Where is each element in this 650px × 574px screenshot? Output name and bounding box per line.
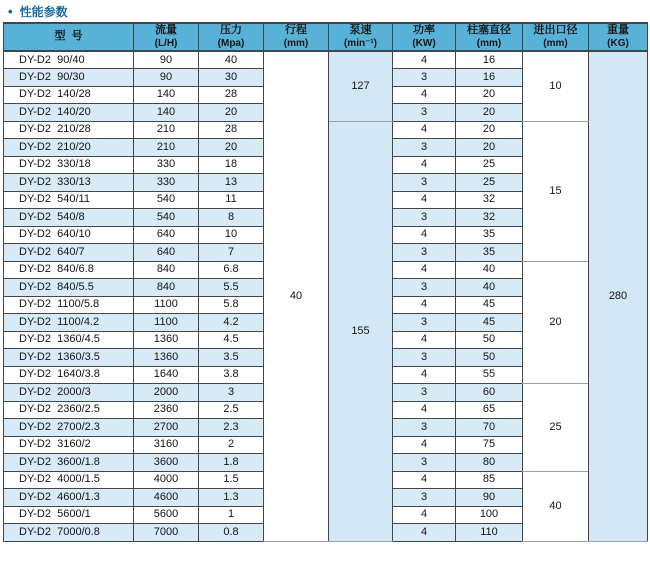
cell-speed: 127	[329, 51, 393, 121]
cell-plunger: 25	[456, 174, 523, 192]
cell-power: 4	[393, 86, 456, 104]
cell-plunger: 50	[456, 331, 523, 349]
column-header-power: 功率 (KW)	[393, 23, 456, 51]
column-header-stroke: 行程 (mm)	[264, 23, 329, 51]
cell-flow: 4000	[134, 471, 199, 489]
cell-pressure: 10	[199, 226, 264, 244]
cell-weight: 280	[589, 51, 648, 541]
cell-flow: 1100	[134, 314, 199, 332]
cell-flow: 330	[134, 174, 199, 192]
cell-model: DY-D2 90/30	[4, 69, 134, 87]
cell-model: DY-D2 1100/4.2	[4, 314, 134, 332]
table-row	[4, 51, 648, 69]
cell-power: 4	[393, 296, 456, 314]
cell-plunger: 85	[456, 471, 523, 489]
cell-flow: 2360	[134, 401, 199, 419]
cell-power: 3	[393, 454, 456, 472]
cell-plunger: 20	[456, 86, 523, 104]
cell-flow: 4600	[134, 489, 199, 507]
cell-power: 4	[393, 366, 456, 384]
cell-model: DY-D2 330/18	[4, 156, 134, 174]
cell-inlet: 20	[523, 261, 589, 384]
cell-flow: 90	[134, 51, 199, 69]
cell-inlet: 25	[523, 384, 589, 472]
cell-pressure: 0.8	[199, 524, 264, 542]
cell-pressure: 2.5	[199, 401, 264, 419]
cell-plunger: 20	[456, 121, 523, 139]
cell-flow: 540	[134, 191, 199, 209]
cell-pressure: 20	[199, 104, 264, 122]
cell-model: DY-D2 140/20	[4, 104, 134, 122]
cell-plunger: 32	[456, 191, 523, 209]
section-title-text: 性能参数	[19, 5, 68, 19]
cell-flow: 3600	[134, 454, 199, 472]
cell-power: 3	[393, 419, 456, 437]
cell-model: DY-D2 540/11	[4, 191, 134, 209]
cell-model: DY-D2 540/8	[4, 209, 134, 227]
cell-inlet: 10	[523, 51, 589, 121]
cell-model: DY-D2 640/10	[4, 226, 134, 244]
cell-plunger: 90	[456, 489, 523, 507]
cell-power: 3	[393, 489, 456, 507]
cell-pressure: 1.3	[199, 489, 264, 507]
cell-plunger: 20	[456, 104, 523, 122]
cell-model: DY-D2 4000/1.5	[4, 471, 134, 489]
cell-pressure: 1.5	[199, 471, 264, 489]
cell-pressure: 6.8	[199, 261, 264, 279]
cell-power: 4	[393, 191, 456, 209]
cell-power: 3	[393, 279, 456, 297]
cell-power: 4	[393, 156, 456, 174]
cell-model: DY-D2 140/28	[4, 86, 134, 104]
cell-flow: 7000	[134, 524, 199, 542]
cell-model: DY-D2 2700/2.3	[4, 419, 134, 437]
cell-power: 3	[393, 384, 456, 402]
cell-pressure: 3	[199, 384, 264, 402]
column-header-weight: 重量 (KG)	[589, 23, 648, 51]
cell-pressure: 1	[199, 506, 264, 524]
cell-flow: 1640	[134, 366, 199, 384]
cell-power: 4	[393, 121, 456, 139]
column-header-inlet: 进出口径 (mm)	[523, 23, 589, 51]
cell-flow: 1100	[134, 296, 199, 314]
spec-table-body	[4, 51, 648, 541]
cell-plunger: 50	[456, 349, 523, 367]
cell-model: DY-D2 330/13	[4, 174, 134, 192]
cell-flow: 840	[134, 261, 199, 279]
cell-flow: 540	[134, 209, 199, 227]
cell-plunger: 40	[456, 261, 523, 279]
cell-plunger: 110	[456, 524, 523, 542]
cell-flow: 140	[134, 104, 199, 122]
cell-flow: 210	[134, 139, 199, 157]
bullet-icon: •	[8, 4, 13, 19]
cell-pressure: 20	[199, 139, 264, 157]
cell-model: DY-D2 640/7	[4, 244, 134, 262]
cell-power: 3	[393, 174, 456, 192]
cell-flow: 640	[134, 244, 199, 262]
cell-model: DY-D2 840/5.5	[4, 279, 134, 297]
cell-flow: 640	[134, 226, 199, 244]
cell-model: DY-D2 1640/3.8	[4, 366, 134, 384]
cell-plunger: 35	[456, 226, 523, 244]
cell-power: 4	[393, 524, 456, 542]
cell-pressure: 5.5	[199, 279, 264, 297]
column-header-speed: 泵速 (min⁻¹)	[329, 23, 393, 51]
cell-flow: 2000	[134, 384, 199, 402]
section-title	[8, 3, 68, 20]
cell-power: 4	[393, 506, 456, 524]
column-header-pressure: 压力 (Mpa)	[199, 23, 264, 51]
cell-pressure: 1.8	[199, 454, 264, 472]
cell-flow: 140	[134, 86, 199, 104]
cell-flow: 1360	[134, 349, 199, 367]
column-header-flow: 流量 (L/H)	[134, 23, 199, 51]
cell-flow: 1360	[134, 331, 199, 349]
cell-power: 4	[393, 51, 456, 69]
cell-plunger: 16	[456, 69, 523, 87]
cell-power: 4	[393, 331, 456, 349]
cell-flow: 3160	[134, 436, 199, 454]
cell-inlet: 40	[523, 471, 589, 541]
cell-inlet: 15	[523, 121, 589, 261]
column-header-plunger: 柱塞直径 (mm)	[456, 23, 523, 51]
cell-pressure: 2	[199, 436, 264, 454]
cell-pressure: 28	[199, 86, 264, 104]
cell-plunger: 55	[456, 366, 523, 384]
cell-pressure: 11	[199, 191, 264, 209]
cell-plunger: 65	[456, 401, 523, 419]
cell-power: 3	[393, 349, 456, 367]
cell-model: DY-D2 2360/2.5	[4, 401, 134, 419]
cell-pressure: 3.5	[199, 349, 264, 367]
cell-pressure: 13	[199, 174, 264, 192]
cell-model: DY-D2 90/40	[4, 51, 134, 69]
cell-model: DY-D2 3160/2	[4, 436, 134, 454]
cell-model: DY-D2 2000/3	[4, 384, 134, 402]
cell-pressure: 8	[199, 209, 264, 227]
cell-plunger: 60	[456, 384, 523, 402]
cell-flow: 5600	[134, 506, 199, 524]
cell-power: 4	[393, 436, 456, 454]
cell-plunger: 80	[456, 454, 523, 472]
cell-pressure: 30	[199, 69, 264, 87]
cell-pressure: 3.8	[199, 366, 264, 384]
cell-plunger: 40	[456, 279, 523, 297]
cell-model: DY-D2 7000/0.8	[4, 524, 134, 542]
cell-pressure: 18	[199, 156, 264, 174]
spec-table	[3, 22, 648, 542]
cell-pressure: 4.5	[199, 331, 264, 349]
cell-plunger: 35	[456, 244, 523, 262]
cell-power: 3	[393, 139, 456, 157]
cell-power: 3	[393, 104, 456, 122]
header-row	[4, 23, 648, 51]
cell-power: 3	[393, 69, 456, 87]
cell-pressure: 28	[199, 121, 264, 139]
cell-pressure: 40	[199, 51, 264, 69]
cell-plunger: 32	[456, 209, 523, 227]
cell-pressure: 7	[199, 244, 264, 262]
cell-plunger: 25	[456, 156, 523, 174]
cell-model: DY-D2 1360/3.5	[4, 349, 134, 367]
cell-power: 3	[393, 244, 456, 262]
cell-power: 3	[393, 314, 456, 332]
cell-power: 4	[393, 261, 456, 279]
cell-speed: 155	[329, 121, 393, 541]
spec-table-header	[4, 23, 648, 51]
cell-power: 3	[393, 209, 456, 227]
cell-model: DY-D2 840/6.8	[4, 261, 134, 279]
cell-model: DY-D2 3600/1.8	[4, 454, 134, 472]
column-header-model: 型 号	[4, 23, 134, 51]
cell-power: 4	[393, 401, 456, 419]
cell-model: DY-D2 4600/1.3	[4, 489, 134, 507]
cell-flow: 840	[134, 279, 199, 297]
cell-pressure: 4.2	[199, 314, 264, 332]
cell-plunger: 45	[456, 314, 523, 332]
cell-model: DY-D2 5600/1	[4, 506, 134, 524]
cell-pressure: 5.8	[199, 296, 264, 314]
cell-flow: 90	[134, 69, 199, 87]
cell-flow: 330	[134, 156, 199, 174]
cell-plunger: 16	[456, 51, 523, 69]
cell-flow: 2700	[134, 419, 199, 437]
cell-plunger: 100	[456, 506, 523, 524]
cell-plunger: 75	[456, 436, 523, 454]
cell-stroke: 40	[264, 51, 329, 541]
cell-model: DY-D2 1360/4.5	[4, 331, 134, 349]
cell-flow: 210	[134, 121, 199, 139]
cell-plunger: 20	[456, 139, 523, 157]
cell-model: DY-D2 210/28	[4, 121, 134, 139]
cell-model: DY-D2 210/20	[4, 139, 134, 157]
cell-power: 4	[393, 471, 456, 489]
cell-model: DY-D2 1100/5.8	[4, 296, 134, 314]
cell-power: 4	[393, 226, 456, 244]
cell-pressure: 2.3	[199, 419, 264, 437]
cell-plunger: 70	[456, 419, 523, 437]
cell-plunger: 45	[456, 296, 523, 314]
